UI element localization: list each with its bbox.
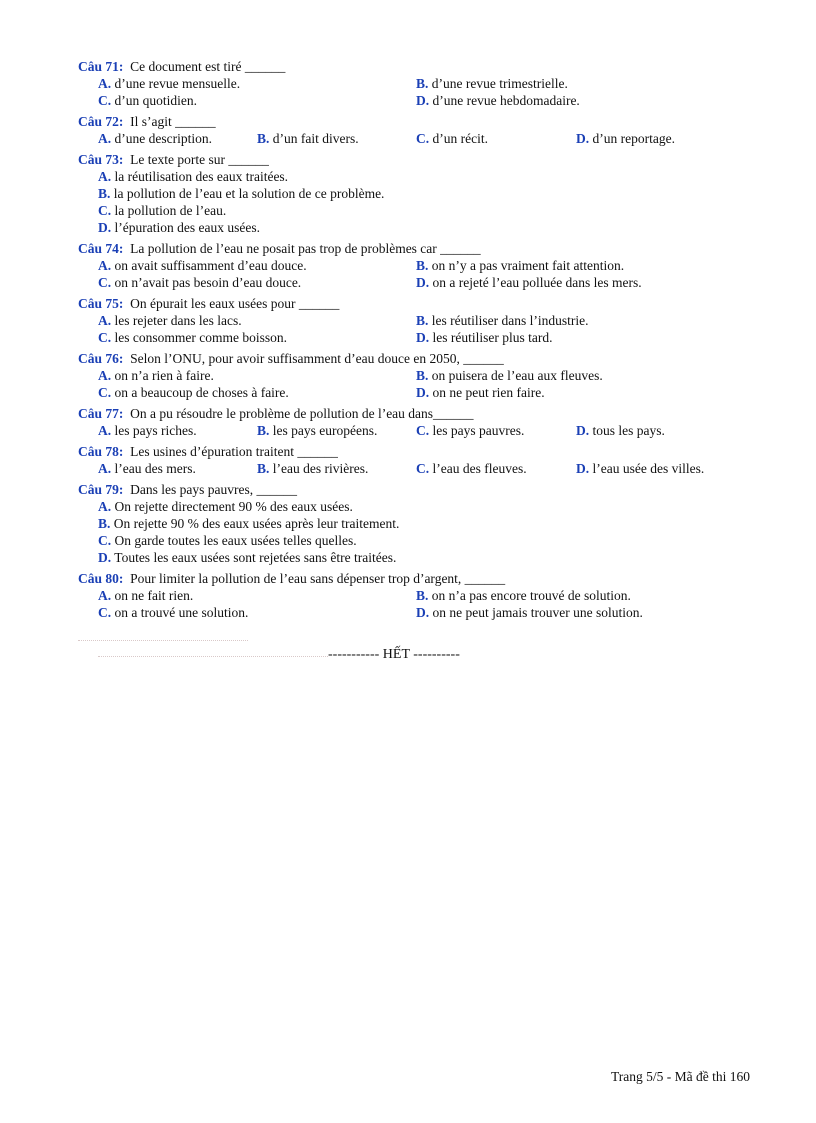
answer-option (576, 460, 704, 477)
answer-option (98, 532, 357, 549)
option-text: on n’avait pas besoin d’eau douce. (114, 275, 302, 290)
question-number: Câu 80: (78, 571, 124, 586)
answer-option (98, 549, 396, 566)
answer-option (98, 329, 287, 346)
question-number: Câu 76: (78, 351, 124, 366)
option-text: on ne peut rien faire. (432, 385, 545, 400)
question-stem (78, 151, 758, 168)
option-text: on puisera de l’eau aux fleuves. (431, 368, 603, 383)
option-text: l’épuration des eaux usées. (114, 220, 260, 235)
answer-option (98, 92, 197, 109)
option-row (98, 202, 758, 219)
option-letter: B. (257, 423, 270, 438)
answer-option (416, 274, 642, 291)
option-letter: D. (416, 93, 430, 108)
answer-option (416, 587, 631, 604)
answer-options (98, 312, 758, 346)
option-text: l’eau des rivières. (272, 461, 369, 476)
option-letter: B. (416, 76, 429, 91)
option-text: on a beaucoup de choses à faire. (114, 385, 289, 400)
option-text: Toutes les eaux usées sont rejetées sans être traitées. (114, 550, 397, 565)
option-text: les pays européens. (272, 423, 378, 438)
option-letter: D. (416, 275, 430, 290)
page-footer: Trang 5/5 - Mã đề thi 160 (611, 1069, 750, 1084)
answer-option (98, 587, 193, 604)
answer-option (416, 329, 552, 346)
question-list (78, 58, 758, 621)
option-text: On rejette 90 % des eaux usées après leur traitement. (113, 516, 400, 531)
answer-option (98, 219, 260, 236)
option-text: l’eau des fleuves. (432, 461, 527, 476)
option-letter: B. (257, 461, 270, 476)
option-text: on n’a rien à faire. (114, 368, 214, 383)
answer-option (98, 515, 399, 532)
option-text: on ne peut jamais trouver une solution. (432, 605, 643, 620)
option-letter: C. (98, 533, 112, 548)
question-text: Les usines d’épuration traitent ______ (130, 444, 338, 459)
option-text: on n’a pas encore trouvé de solution. (431, 588, 631, 603)
option-text: l’eau usée des villes. (592, 461, 705, 476)
option-text: On rejette directement 90 % des eaux usées. (114, 499, 353, 514)
question-number: Câu 72: (78, 114, 124, 129)
option-text: d’un récit. (432, 131, 488, 146)
answer-option (416, 422, 524, 439)
answer-options (98, 367, 758, 401)
option-text: la pollution de l’eau. (114, 203, 227, 218)
answer-option (98, 384, 289, 401)
option-text: d’une description. (114, 131, 212, 146)
option-letter: C. (98, 330, 112, 345)
answer-options (98, 257, 758, 291)
option-row (98, 460, 758, 477)
option-text: On garde toutes les eaux usées telles quelles. (114, 533, 357, 548)
option-row (98, 219, 758, 236)
option-letter: C. (98, 385, 112, 400)
option-letter: D. (576, 423, 590, 438)
option-row (98, 549, 758, 566)
option-row (98, 329, 758, 346)
question-stem (78, 481, 758, 498)
option-letter: C. (416, 461, 430, 476)
question-text: Selon l’ONU, pour avoir suffisamment d’eau douce en 2050, ______ (130, 351, 504, 366)
answer-option (98, 498, 353, 515)
option-letter: B. (257, 131, 270, 146)
answer-option (257, 460, 368, 477)
option-row (98, 75, 758, 92)
dotted-divider (78, 640, 248, 641)
option-text: d’une revue mensuelle. (114, 76, 241, 91)
answer-option (416, 384, 545, 401)
option-row (98, 185, 758, 202)
answer-option (416, 460, 527, 477)
option-row (98, 257, 758, 274)
answer-option (98, 460, 196, 477)
option-letter: C. (98, 203, 112, 218)
question-number: Câu 71: (78, 59, 124, 74)
option-letter: A. (98, 499, 112, 514)
option-letter: C. (416, 131, 430, 146)
option-text: la pollution de l’eau et la solution de ce problème. (113, 186, 385, 201)
option-text: les réutiliser plus tard. (432, 330, 553, 345)
option-text: on a trouvé une solution. (114, 605, 249, 620)
answer-option (98, 202, 226, 219)
question-text: On épurait les eaux usées pour ______ (130, 296, 340, 311)
option-letter: D. (416, 330, 430, 345)
answer-option (98, 604, 248, 621)
question (78, 240, 758, 291)
answer-options (98, 587, 758, 621)
option-row (98, 168, 758, 185)
option-letter: B. (416, 258, 429, 273)
answer-option (576, 130, 675, 147)
answer-options (98, 422, 758, 439)
question-stem (78, 350, 758, 367)
option-text: d’un fait divers. (272, 131, 359, 146)
question-stem (78, 113, 758, 130)
option-text: d’une revue trimestrielle. (431, 76, 568, 91)
answer-option (98, 274, 301, 291)
question-text: Le texte porte sur ______ (130, 152, 269, 167)
option-letter: D. (416, 605, 430, 620)
end-marker-area (78, 636, 758, 670)
question-text: Il s’agit ______ (130, 114, 216, 129)
option-letter: D. (98, 550, 112, 565)
option-letter: A. (98, 258, 112, 273)
answer-option (416, 92, 580, 109)
option-row (98, 384, 758, 401)
question (78, 295, 758, 346)
option-text: tous les pays. (592, 423, 665, 438)
option-letter: D. (576, 131, 590, 146)
option-letter: B. (416, 313, 429, 328)
question (78, 113, 758, 147)
answer-options (98, 130, 758, 147)
option-letter: C. (98, 93, 112, 108)
answer-options (98, 168, 758, 236)
question-stem (78, 443, 758, 460)
option-letter: A. (98, 169, 112, 184)
answer-option (416, 367, 603, 384)
question-number: Câu 73: (78, 152, 124, 167)
answer-option (98, 422, 197, 439)
answer-options (98, 75, 758, 109)
option-letter: D. (416, 385, 430, 400)
option-letter: B. (98, 186, 111, 201)
answer-option (416, 257, 624, 274)
option-letter: B. (416, 588, 429, 603)
option-text: l’eau des mers. (114, 461, 196, 476)
question-stem (78, 405, 758, 422)
question-number: Câu 77: (78, 406, 124, 421)
answer-option (257, 130, 359, 147)
answer-option (98, 75, 240, 92)
answer-option (416, 130, 488, 147)
question-stem (78, 58, 758, 75)
question (78, 151, 758, 236)
question-text: On a pu résoudre le problème de pollution de l’eau dans______ (130, 406, 474, 421)
option-letter: D. (98, 220, 112, 235)
answer-options (98, 460, 758, 477)
question (78, 350, 758, 401)
option-row (98, 532, 758, 549)
option-text: les réutiliser dans l’industrie. (431, 313, 589, 328)
question-stem (78, 570, 758, 587)
option-letter: C. (416, 423, 430, 438)
question (78, 405, 758, 439)
answer-options (98, 498, 758, 566)
question-text: Dans les pays pauvres, ______ (130, 482, 297, 497)
option-letter: A. (98, 461, 112, 476)
option-row (98, 367, 758, 384)
option-text: les pays pauvres. (432, 423, 525, 438)
option-text: d’un quotidien. (114, 93, 197, 108)
option-text: les consommer comme boisson. (114, 330, 287, 345)
option-letter: A. (98, 423, 112, 438)
question-number: Câu 78: (78, 444, 124, 459)
option-letter: C. (98, 605, 112, 620)
option-text: la réutilisation des eaux traitées. (114, 169, 289, 184)
question-number: Câu 74: (78, 241, 124, 256)
option-letter: B. (416, 368, 429, 383)
question (78, 443, 758, 477)
answer-option (416, 604, 643, 621)
option-text: on n’y a pas vraiment fait attention. (431, 258, 625, 273)
answer-option (98, 257, 307, 274)
option-row (98, 274, 758, 291)
option-letter: D. (576, 461, 590, 476)
option-letter: A. (98, 131, 112, 146)
option-row (98, 130, 758, 147)
option-letter: A. (98, 313, 112, 328)
question-number: Câu 75: (78, 296, 124, 311)
question-stem (78, 295, 758, 312)
option-letter: A. (98, 76, 112, 91)
answer-option (98, 312, 242, 329)
question-text: Pour limiter la pollution de l’eau sans dépenser trop d’argent, ______ (130, 571, 506, 586)
option-letter: C. (98, 275, 112, 290)
dotted-divider (98, 656, 328, 657)
question-text: La pollution de l’eau ne posait pas trop de problèmes car ______ (130, 241, 481, 256)
option-row (98, 515, 758, 532)
option-text: on ne fait rien. (114, 588, 194, 603)
option-letter: A. (98, 588, 112, 603)
question (78, 570, 758, 621)
option-text: on avait suffisamment d’eau douce. (114, 258, 307, 273)
answer-option (98, 168, 288, 185)
option-row (98, 422, 758, 439)
question (78, 58, 758, 109)
option-row (98, 312, 758, 329)
option-row (98, 604, 758, 621)
answer-option (98, 185, 384, 202)
question-number: Câu 79: (78, 482, 124, 497)
answer-option (576, 422, 665, 439)
question-text: Ce document est tiré ______ (130, 59, 286, 74)
option-letter: B. (98, 516, 111, 531)
answer-option (416, 312, 588, 329)
option-text: on a rejeté l’eau polluée dans les mers. (432, 275, 642, 290)
option-row (98, 587, 758, 604)
option-text: d’une revue hebdomadaire. (432, 93, 580, 108)
option-text: les rejeter dans les lacs. (114, 313, 242, 328)
question (78, 481, 758, 566)
option-row (98, 498, 758, 515)
option-text: d’un reportage. (592, 131, 675, 146)
option-letter: A. (98, 368, 112, 383)
answer-option (257, 422, 377, 439)
answer-option (416, 75, 568, 92)
question-stem (78, 240, 758, 257)
option-text: les pays riches. (114, 423, 197, 438)
option-row (98, 92, 758, 109)
answer-option (98, 367, 214, 384)
end-marker: ----------- HẾT ---------- (328, 647, 460, 662)
answer-option (98, 130, 212, 147)
